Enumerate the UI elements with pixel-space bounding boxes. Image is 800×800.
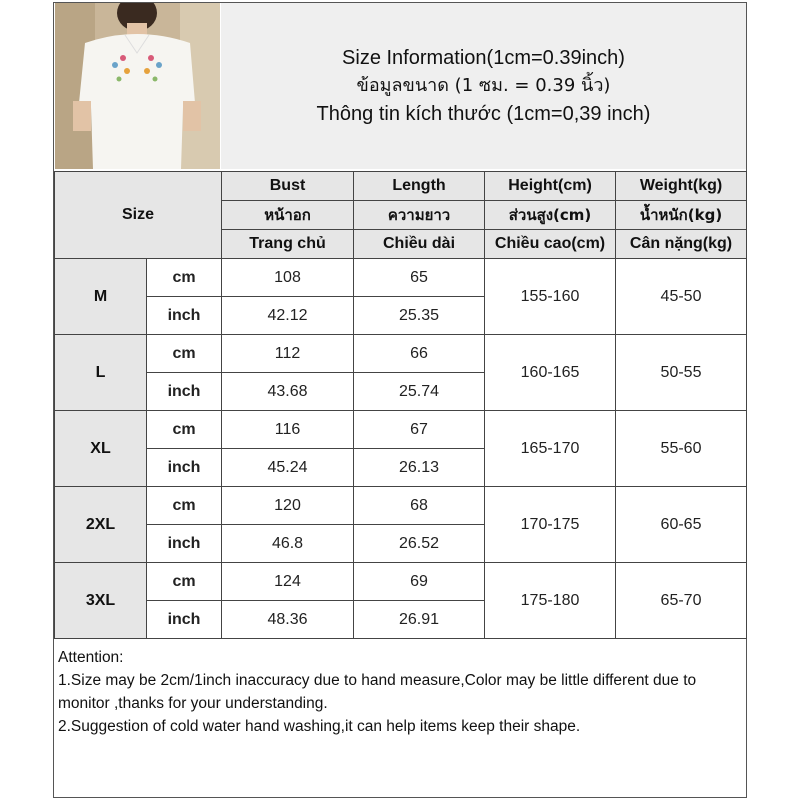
unit-inch: inch <box>147 373 222 411</box>
height-header-thai: ส่วนสูง(cm) <box>485 201 616 230</box>
bust-cm: 108 <box>222 259 354 297</box>
height-header: Height(cm) <box>485 172 616 201</box>
weight-header-vietnamese: Cân nặng(kg) <box>616 230 747 259</box>
header-title-thai: ข้อมูลขนาด (1 ซม. = 0.39 นิ้ว) <box>356 75 611 96</box>
weight-header-thai: น้ำหนัก(kg) <box>616 201 747 230</box>
size-label: 2XL <box>55 487 147 563</box>
length-inch: 25.35 <box>354 297 485 335</box>
header-title-vietnamese: Thông tin kích thước (1cm=0,39 inch) <box>316 103 651 125</box>
table-row <box>55 411 747 449</box>
unit-cm: cm <box>147 487 222 525</box>
height-range: 155-160 <box>485 259 616 335</box>
length-cm: 66 <box>354 335 485 373</box>
size-label: 3XL <box>55 563 147 639</box>
table-row <box>55 487 747 525</box>
bust-cm: 112 <box>222 335 354 373</box>
bust-header: Bust <box>222 172 354 201</box>
bust-inch: 42.12 <box>222 297 354 335</box>
length-inch: 25.74 <box>354 373 485 411</box>
size-column-header: Size <box>55 172 222 259</box>
weight-range: 65-70 <box>616 563 747 639</box>
bust-cm: 124 <box>222 563 354 601</box>
unit-cm: cm <box>147 259 222 297</box>
size-label: M <box>55 259 147 335</box>
length-cm: 68 <box>354 487 485 525</box>
weight-range: 60-65 <box>616 487 747 563</box>
bust-inch: 45.24 <box>222 449 354 487</box>
unit-inch: inch <box>147 525 222 563</box>
length-inch: 26.52 <box>354 525 485 563</box>
length-inch: 26.91 <box>354 601 485 639</box>
height-range: 160-165 <box>485 335 616 411</box>
unit-cm: cm <box>147 563 222 601</box>
bust-header-thai: หน้าอก <box>222 201 354 230</box>
bust-header-vietnamese: Trang chủ <box>222 230 354 259</box>
bust-cm: 120 <box>222 487 354 525</box>
unit-inch: inch <box>147 601 222 639</box>
length-cm: 65 <box>354 259 485 297</box>
table-row <box>55 259 747 297</box>
size-label: XL <box>55 411 147 487</box>
weight-range: 45-50 <box>616 259 747 335</box>
table-row <box>55 335 747 373</box>
attention-title: Attention: <box>58 649 124 666</box>
length-cm: 67 <box>354 411 485 449</box>
height-range: 170-175 <box>485 487 616 563</box>
unit-cm: cm <box>147 411 222 449</box>
attention-notes <box>54 645 746 797</box>
header-title-english: Size Information(1cm=0.39inch) <box>342 47 625 69</box>
attention-note-1: 1.Size may be 2cm/1inch inaccuracy due to hand measure,Color may be little different due to monitor ,thanks for your understanding. <box>58 672 697 712</box>
length-header-vietnamese: Chiều dài <box>354 230 485 259</box>
weight-header: Weight(kg) <box>616 172 747 201</box>
length-inch: 26.13 <box>354 449 485 487</box>
bust-inch: 43.68 <box>222 373 354 411</box>
unit-inch: inch <box>147 297 222 335</box>
height-header-vietnamese: Chiều cao(cm) <box>485 230 616 259</box>
product-photo <box>55 3 220 169</box>
size-label: L <box>55 335 147 411</box>
size-information-header <box>221 3 746 169</box>
table-row <box>55 563 747 601</box>
unit-cm: cm <box>147 335 222 373</box>
weight-range: 55-60 <box>616 411 747 487</box>
attention-note-2: 2.Suggestion of cold water hand washing,it can help items keep their shape. <box>58 718 581 735</box>
bust-cm: 116 <box>222 411 354 449</box>
length-cm: 69 <box>354 563 485 601</box>
length-header-thai: ความยาว <box>354 201 485 230</box>
size-table <box>54 171 747 639</box>
unit-inch: inch <box>147 449 222 487</box>
bust-inch: 46.8 <box>222 525 354 563</box>
length-header: Length <box>354 172 485 201</box>
bust-inch: 48.36 <box>222 601 354 639</box>
height-range: 165-170 <box>485 411 616 487</box>
weight-range: 50-55 <box>616 335 747 411</box>
height-range: 175-180 <box>485 563 616 639</box>
